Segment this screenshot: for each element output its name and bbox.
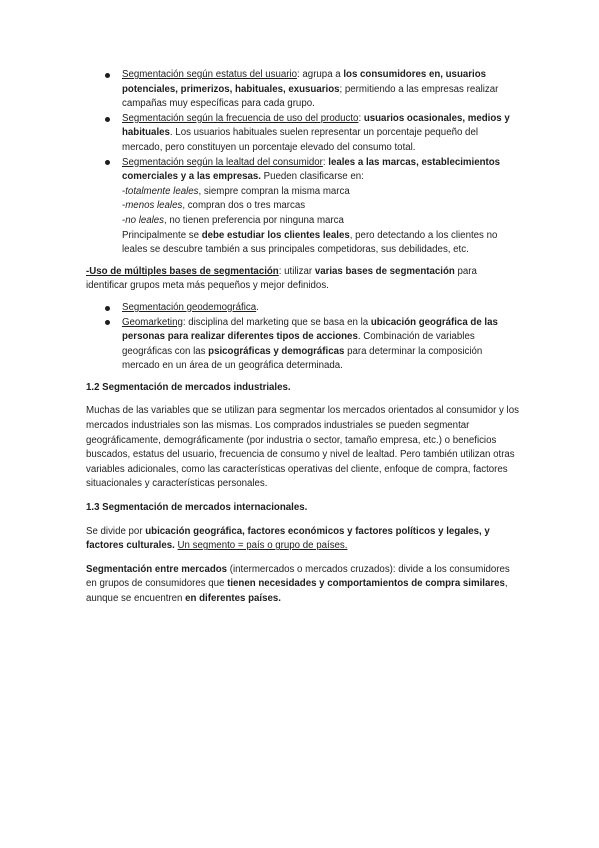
bold-term: en diferentes países. [185,593,281,604]
text-span: . [256,301,259,313]
text-span: Principalmente se [122,229,202,241]
underlined-term: Segmentación según la frecuencia de uso del producto [122,112,359,124]
text-span: , pero detectando a los clientes no leales se descubre también a sus principales competidoras, sus debilidades, etc. [122,229,498,256]
dash: - [122,185,126,197]
text-span: : disciplina del marketing que se basa en la [182,316,371,328]
list-item [122,301,519,316]
list-item [122,156,519,258]
underlined-term: Segmentación geodemográfica [122,301,257,313]
text-span: , siempre compran la misma marca [198,185,350,197]
section-1-3-paragraph-1 [86,525,519,554]
italic-term: totalmente leales [125,185,199,197]
segmentation-list-2 [86,301,519,374]
text-span: , no tienen preferencia por ninguna marca [164,214,344,226]
text-span: : agrupa a [297,69,344,80]
bold-term: ubicación geográfica, factores económicos y factores políticos y legales, y factores culturales. [86,525,490,552]
text-span: . Combinación de variables geográficas con las [122,331,475,357]
segmentation-list-1 [86,68,519,258]
bold-term: psicográficas y demográficas [208,345,345,357]
italic-term: menos leales [125,200,183,212]
multiple-bases-paragraph [86,265,519,294]
bold-term: debe estudiar los clientes leales [201,229,350,241]
list-item [122,316,519,374]
text-span: (intermercados o mercados cruzados): divide a los consumidores en grupos de consumidores que [86,563,510,590]
text-span: Se divide por [86,525,146,537]
bold-term: leales a las marcas, establecimientos comerciales y a las empresas. [122,156,501,183]
text-span: para identificar grupos meta más pequeños y mejor definidos. [86,265,477,292]
bold-term: ubicación geográfica de las personas para realizar diferentes tipos de acciones [122,316,498,343]
bold-term: tienen necesidades y comportamientos de compra similares [227,578,505,590]
section-heading-1-2: 1.2 Segmentación de mercados industriales. [86,381,291,393]
text-span: : [358,112,364,124]
text-span: , compran dos o tres marcas [182,200,306,212]
dash: - [122,214,126,226]
loyalty-type-line [122,185,519,200]
underlined-term: Geomarketing [122,316,183,328]
text-span: : utilizar [278,265,315,277]
text-span: . Los usuarios habituales suelen representar un porcentaje pequeño del mercado, pero constituyen un porcentaje elevado del consumo total. [122,127,478,153]
text-span: , aunque se encuentren [86,578,508,604]
loyalty-closing [122,229,519,258]
list-item [122,68,519,112]
bold-term: varias bases de segmentación [314,265,455,277]
bold-term: Segmentación entre mercados [86,563,228,575]
text-span: ; permitiendo a las empresas realizar campañas muy específicas para cada grupo. [122,83,499,110]
dash: - [122,200,126,212]
underlined-term: Un segmento = país o grupo de países. [177,540,348,552]
bold-term: los consumidores en, usuarios potenciales, primerizos, habituales, exusuarios [122,69,487,95]
underlined-term: Segmentación según la lealtad del consumidor [122,156,323,168]
loyalty-type-line [122,214,519,229]
text-span: para determinar la composición mercado en un área de un geográfica determinada. [122,345,483,372]
loyalty-type-line [122,199,519,214]
list-item [122,112,519,156]
text-span: : [322,156,329,168]
underlined-term: Segmentación según estatus del usuario [122,69,298,80]
section-heading-1-3: 1.3 Segmentación de mercados internacionales. [86,502,308,514]
text-span: Pueden clasificarse en: [260,171,364,183]
bold-term: usuarios ocasionales, medios y habituales [122,112,510,139]
bold-underlined-term: -Uso de múltiples bases de segmentación [86,265,279,277]
section-1-3-paragraph-2 [86,563,519,607]
italic-term: no leales [125,214,165,226]
section-1-2-paragraph: Muchas de las variables que se utilizan para segmentar los mercados orientados al consumidor y los mercados industriales son las mismas. Los comprados industriales se pueden segmentar geográficamente, demográficamente (por industria o sector, tamaño empresa, etc.) o beneficios buscados, estatus del usuario, frecuencia de consumo y nivel de lealtad. Pero también utilizan otras variables adicionales, como las características operativas del cliente, enfoque de compra, factores situacionales y características personales. [86,405,519,490]
